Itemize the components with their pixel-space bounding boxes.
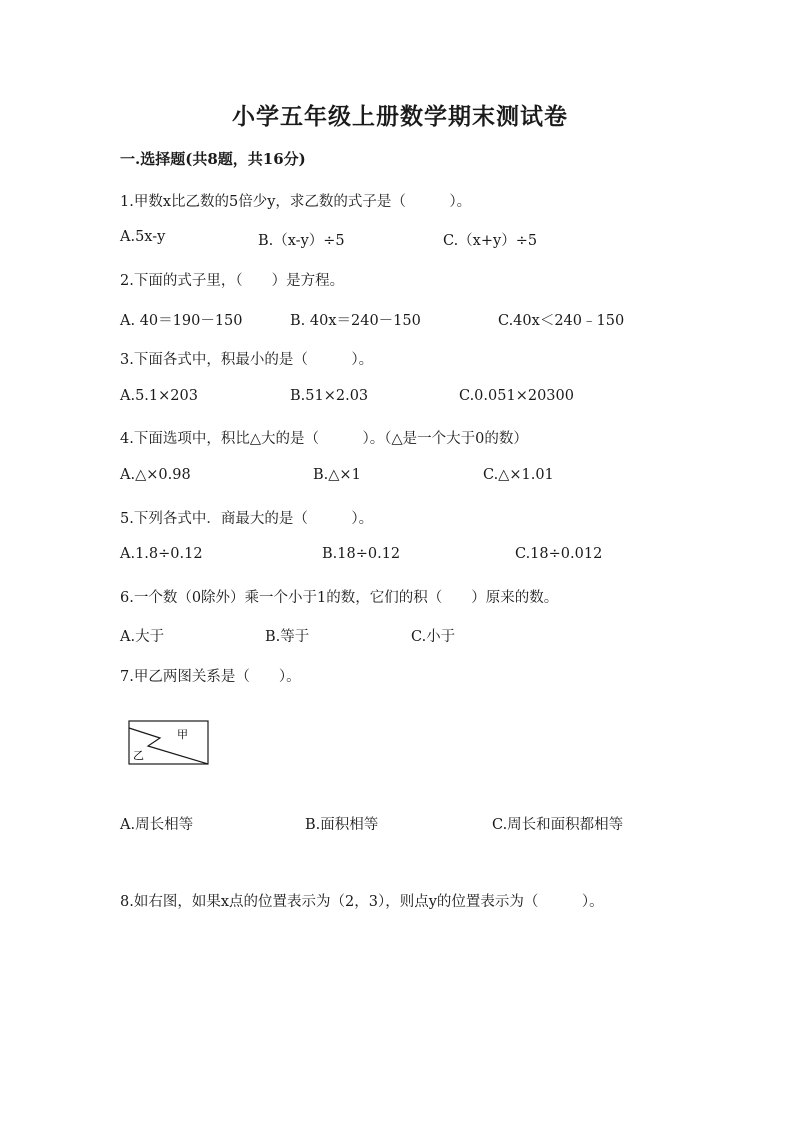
question-7-option-b: B.面积相等 bbox=[305, 817, 379, 833]
question-4-option-a: A.△×0.98 bbox=[120, 467, 191, 483]
figure-label-yi: 乙 bbox=[133, 749, 144, 762]
question-1-stem: 1.甲数x比乙数的5倍少y，求乙数的式子是（ ）。 bbox=[120, 194, 472, 210]
question-6-option-a: A.大于 bbox=[120, 629, 165, 645]
question-6-option-b: B.等于 bbox=[265, 629, 310, 645]
question-4-stem: 4.下面选项中，积比△大的是（ ）。（△是一个大于0的数） bbox=[120, 431, 528, 447]
figure-label-jia: 甲 bbox=[177, 728, 188, 741]
question-2-option-b: B. 40x＝240－150 bbox=[290, 313, 421, 329]
question-2-stem: 2.下面的式子里，（ ）是方程。 bbox=[120, 273, 345, 289]
question-7-option-a: A.周长相等 bbox=[120, 817, 194, 833]
question-3-option-b: B.51×2.03 bbox=[290, 388, 369, 404]
question-7-option-c: C.周长和面积都相等 bbox=[492, 817, 624, 833]
question-6-option-c: C.小于 bbox=[411, 629, 456, 645]
question-1-option-b: B.（x-y）÷5 bbox=[258, 233, 345, 249]
question-3-option-a: A.5.1×203 bbox=[120, 388, 198, 404]
question-3-option-c: C.0.051×20300 bbox=[459, 388, 574, 404]
question-5-option-c: C.18÷0.012 bbox=[515, 546, 603, 562]
question-1-option-a: A.5x-y bbox=[120, 229, 166, 245]
question-2-option-c: C.40x＜240﹣150 bbox=[498, 313, 625, 329]
question-7-figure bbox=[128, 720, 210, 766]
question-5-option-a: A.1.8÷0.12 bbox=[120, 546, 203, 562]
section-heading: 一.选择题(共8题，共16分) bbox=[120, 150, 306, 168]
question-3-stem: 3.下面各式中，积最小的是（ ）。 bbox=[120, 352, 374, 368]
question-8-stem: 8.如右图，如果x点的位置表示为（2，3），则点y的位置表示为（ ）。 bbox=[120, 894, 604, 910]
page-title: 小学五年级上册数学期末测试卷 bbox=[232, 103, 568, 130]
question-5-stem: 5.下列各式中．商最大的是（ ）。 bbox=[120, 511, 374, 527]
question-1-option-c: C.（x+y）÷5 bbox=[443, 233, 538, 249]
question-2-option-a: A. 40＝190－150 bbox=[120, 313, 243, 329]
question-6-stem: 6.一个数（0除外）乘一个小于1的数，它们的积（ ）原来的数。 bbox=[120, 590, 559, 606]
question-4-option-b: B.△×1 bbox=[313, 467, 361, 483]
question-5-option-b: B.18÷0.12 bbox=[322, 546, 401, 562]
question-4-option-c: C.△×1.01 bbox=[483, 467, 554, 483]
question-7-stem: 7.甲乙两图关系是（ ）。 bbox=[120, 669, 301, 685]
